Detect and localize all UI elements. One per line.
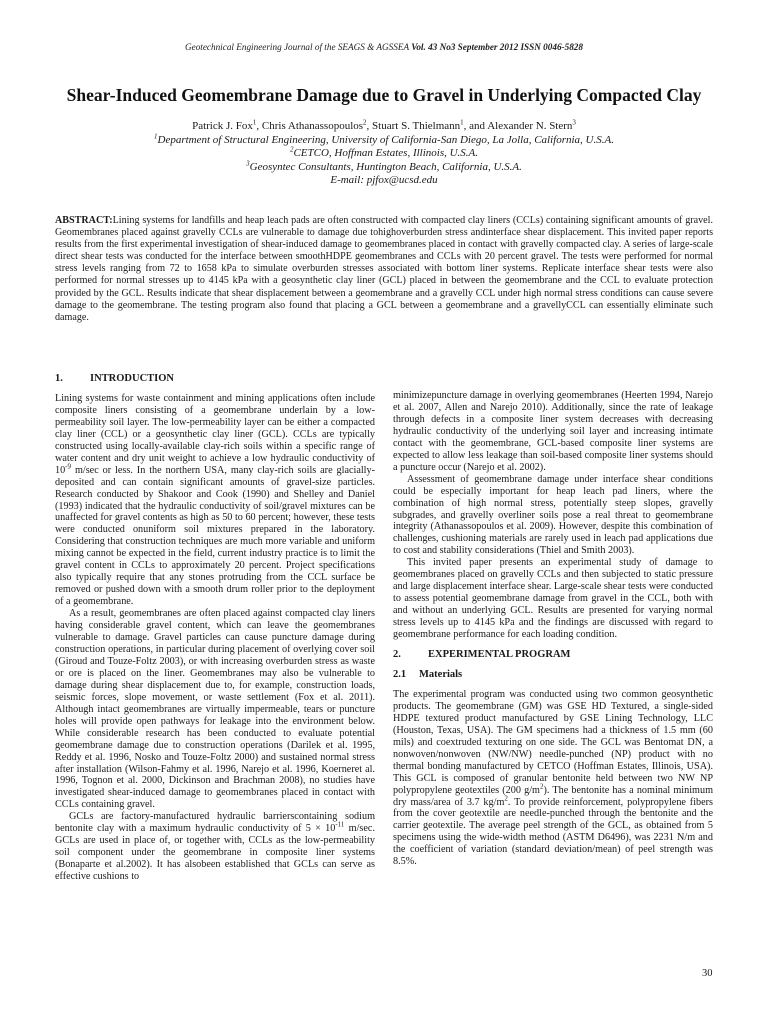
paragraph: GCLs are factory-manufactured hydraulic barrierscontaining sodium bentonite clay with a maximum hydraulic conductivity of $5 \times 10^{-11}$ m/sec. GCLs are used in place of, or together with, CCLs as the low-permeability soil component under the geomembrane in composite liner systems (Bonaparte et al.2002). It has alsobeen established that GCLs can serve as effective cushions to bbox=[55, 811, 375, 883]
paragraph: minimizepuncture damage in overlying geomembranes (Heerten 1994, Narejo et al. 2007, Allen and Narejo 2010). Additionally, since the rate of leakage through defects in a composite liner system decreases with decreasing hydraulic conductivity of the underlying soil layer and increasing intimate contact with the geomembrane, GCL-based composite liner systems are expected to allow less leakage than soil-based composite liner systems should a puncture occur (Narejo et al. 2002). bbox=[393, 390, 713, 473]
paper-title: Shear-Induced Geomembrane Damage due to Gravel in Underlying Compacted Clay bbox=[66, 85, 702, 105]
page-number: 30 bbox=[702, 968, 713, 979]
author-affiliation-mark: 2 bbox=[363, 118, 367, 127]
journal-volume: Vol. 43 No3 September 2012 ISSN 0046-5828 bbox=[411, 42, 583, 52]
abstract bbox=[55, 215, 713, 324]
left-column bbox=[55, 373, 375, 883]
section-heading-experimental-program: 2. EXPERIMENTAL PROGRAM bbox=[393, 649, 571, 661]
journal-header bbox=[0, 42, 768, 52]
author-affiliation-mark: 3 bbox=[572, 118, 576, 127]
affiliation: $^1$Department of Structural Engineering, University of California-San Diego, La Jolla, California, U.S.A. bbox=[154, 131, 614, 146]
paragraph: Lining systems for waste containment and mining applications often include composite liners consisting of a geomembrane underlain by a low-permeability soil layer. The low-permeability layer can be either a compacted clay liner (CCL) or a geosynthetic clay liner (GCL). CCLs are typically constructed using locally-available clay-rich soils within a specific range of water content and dry unit weight to achieve a low hydraulic conductivity of $10^{-9}$ m/sec or less. In the northern USA, many clay-rich soils are glacially-deposited and can contain significant amounts of gravel-size particles. Research conducted by Shakoor and Cook (1990) and Shelley and Daniel (1993) indicated that the hydraulic conductivity of soil/gravel mixtures can be unaffected for gravel contents as high as 50 to 60 percent; however, these tests were conducted onuniform soil mixtures prepared in the laboratory. Considering that construction techniques are much more variable and uniform mixing cannot be expected in the field, current industry practice is to limit the gravel content in CCLs to approximately 20 percent. Project specifications also typically require that any stones protruding from the CCL surface be removed or pushed down with a smooth drum roller prior to the deployment of a geomembrane. bbox=[55, 392, 375, 608]
subsection-heading-materials: 2.1 Materials bbox=[393, 668, 463, 680]
paragraph: This invited paper presents an experimental study of damage to geomembranes placed on gravelly CCLs and then subjected to static pressure and large displacement interface shear. Large-scale shear tests were conducted to assess potential geomembrane damage from gravel in the CCL, both with and without an underlying GCL. Results are presented for varying normal stress levels up to 4145 kPa and the findings are discussed with regard to geomembrane performance for each loading condition. bbox=[393, 557, 713, 641]
paragraph: The experimental program was conducted using two common geosynthetic products. The geomembrane (GM) was GSE HD Textured, a single-sided HDPE textured product manufactured by GSE Lining Technology, LLC (Houston, Texas, USA). The GM specimens had a thickness of 1.5 mm (60 mils) and coextruded texturing on one side. The GCL was Bentomat DN, a nonwoven/nonwoven (NW/NW) needle-punched (NP) product with no thermal bonding manufactured by CETCO (Hoffman Estates, Illinois, USA). This GCL is composed of granular bentonite held between two NW NP polypropylene geotextiles (200 $g/m^2$). The bentonite has a nominal minimum dry mass/area of 3.7 $kg/m^2$. To provide reinforcement, polypropylene fibers from the cover geotextile are needle-punched through the bentonite and the carrier geotextile. The average peel strength of the GCL, as obtained from 5 specimens using the wide-width method (ASTM D6496), was 2231 N/m and the coefficient of variation (standard deviation/mean) of peel strength was 8.5%. bbox=[393, 688, 714, 868]
author-block bbox=[40, 120, 728, 188]
affiliation: $^2$CETCO, Hoffman Estates, Illinois, U.S.A. bbox=[289, 145, 479, 160]
paragraph: Assessment of geomembrane damage under interface shear conditions could be especially important for heap leach pad liners, where the combination of high normal stress, potentially steep slopes, gravelly subgrades, and gravelly overliner soils pose a real threat to geomembrane integrity (Athanassopoulos et al. 2009). However, despite this combination of challenges, cushioning materials are rarely used in leach pad applications due to cost and stability considerations (Thiel and Smith 2003). bbox=[393, 473, 713, 557]
author-affiliation-mark: 1 bbox=[460, 118, 464, 127]
affiliation: $^3$Geosyntec Consultants, Huntington Beach, California, U.S.A. bbox=[246, 159, 522, 173]
author-name: Patrick J. Fox bbox=[192, 120, 253, 132]
section-heading-introduction: 1. INTRODUCTION bbox=[55, 373, 175, 384]
author-name: Chris Athanassopoulos bbox=[261, 120, 364, 132]
author-affiliation-mark: 1 bbox=[252, 118, 257, 127]
abstract-label: ABSTRACT: bbox=[55, 215, 113, 226]
abstract-text: Lining systems for landfills and heap leach pads are often constructed with compacted clay liners (CCLs) containing significant amounts of gravel. Geomembranes placed against gravelly CCLs are vulnerable to damage due tohighoverburden stress andinterface shear displacement. This invited paper reports results from the first experimental investigation of shear-induced damage to geomembranes placed in contact with gravelly compacted clay. A series of large-scale direct shear tests was conducted for the interface between smoothHDPE geomembranes and CCLs with 20 percent gravel. The tests were performed for normal stress levels ranging from 72 to 1658 kPa to simulate overburden stresses associated with bottom liner systems. Replicate interface shear tests were also performed for normal stresses up to 4145 kPa with a geosynthetic clay liner (GCL) placed in between the geomembrane and the CCL to evaluate protection provided by the GCL. Results indicate that shear displacement between a geomembrane and a gravelly CCL under high normal stress conditions can cause severe damage to the geomembrane. The testing program also found that placing a GCL between a geomembrane and a gravellyCCL can essentially eliminate such damage. bbox=[55, 215, 713, 323]
author-name: Stuart S. Thielmann bbox=[372, 120, 461, 132]
author-list: Patrick J. Fox$^1$, Chris Athanassopoulos$^2$, Stuart S. Thielmann$^1$, and Alexander N. Stern$^3$ bbox=[192, 118, 576, 132]
paragraph: As a result, geomembranes are often placed against compacted clay liners having considerable gravel content, which can leave the geomembranes vulnerable to damage. Gravel particles can cause puncture damage during construction operations, in particular during placement of overlying cover soil (Giroud and Touze-Foltz 2003), or with increasing overburden stress as waste or ore is placed on the liner. Geomembranes may also be vulnerable to damage during shear displacement due to, for example, construction loads, seismic forces, slope movement, or waste settlement (Fox et al. 2011). Although intact geomembranes are virtually impermeable, tears or puncture holes will provide open pathways for leakage into the environment below. While considerable research has been conducted to evaluate potential geomembrane damage due to construction operations (Darilek et al. 1995, Reddy et al. 1996, Nosko and Touze-Foltz 2000) and sustained normal stress after installation (Wilson-Fahmy et al. 1996, Narejo et al. 1996, Koerneret al. 1996, Tognon et al. 2000, Dickinson and Brachman 2008), no studies have investigated shear-induced damage to geomembranes placed in contact with CCLs containing gravel. bbox=[55, 608, 375, 811]
journal-name: Geotechnical Engineering Journal of the SEAGS & AGSSEA bbox=[184, 42, 412, 52]
author-name: Alexander N. Stern bbox=[487, 120, 573, 132]
right-column bbox=[393, 390, 713, 868]
author-email: E-mail: pjfox@ucsd.edu bbox=[330, 174, 438, 187]
